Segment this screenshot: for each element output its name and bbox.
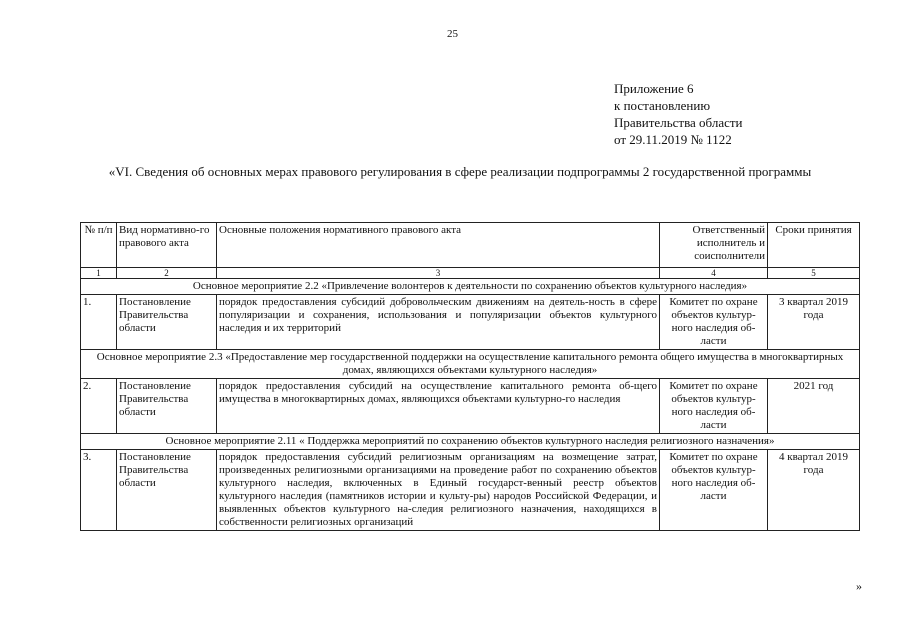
row-num: 1. bbox=[81, 295, 117, 350]
continuation-marker: » bbox=[856, 579, 862, 593]
column-number: 1 bbox=[81, 268, 117, 279]
section-title: Основное мероприятие 2.3 «Предоставление мер государственной поддержки на осуществление капитального ремонта общего имущества в многоквартирных домах, являющихся объектами культурного наследия» bbox=[81, 350, 860, 379]
table-header-row bbox=[81, 223, 860, 268]
row-act-type: Постановление Правительства области bbox=[117, 295, 217, 350]
row-responsible: Комитет по охране объектов культур-ного наследия об-ласти bbox=[660, 295, 768, 350]
appendix-line: к постановлению bbox=[614, 98, 711, 113]
column-number: 4 bbox=[660, 268, 768, 279]
appendix-line: Приложение 6 bbox=[614, 81, 694, 96]
appendix-line: от 29.11.2019 № 1122 bbox=[614, 132, 732, 147]
row-provisions: порядок предоставления субсидий религиозным организациям на возмещение затрат, произведенных религиозными организациями на проведение работ по сохранению объектов культурного наследия, включенных в Единый государст-венный реестр объектов культурного наследия (памятников истории и культу-ры) народов Российской Федерации, и выявленных объектов культурного на-следия религиозного назначения, находящихся в собственности религиозных организаций bbox=[217, 450, 660, 531]
row-num: 3. bbox=[81, 450, 117, 531]
row-responsible: Комитет по охране объектов культур-ного наследия об-ласти bbox=[660, 379, 768, 434]
row-terms: 4 квартал 2019 года bbox=[768, 450, 860, 531]
row-num: 2. bbox=[81, 379, 117, 434]
row-provisions: порядок предоставления субсидий добровольческим движениям на деятель-ность в сфере популяризации и сохранения, использования и популяризации объектов культурного наследия и их территорий bbox=[217, 295, 660, 350]
header-terms: Сроки принятия bbox=[768, 223, 860, 268]
column-number: 5 bbox=[768, 268, 860, 279]
row-responsible: Комитет по охране объектов культур-ного наследия об-ласти bbox=[660, 450, 768, 531]
section-row bbox=[81, 434, 860, 450]
row-act-type: Постановление Правительства области bbox=[117, 450, 217, 531]
table-row bbox=[81, 295, 860, 350]
section-title: Основное мероприятие 2.11 « Поддержка мероприятий по сохранению объектов культурного наследия религиозного назначения» bbox=[81, 434, 860, 450]
regulation-table bbox=[80, 222, 860, 531]
appendix-line: Правительства области bbox=[614, 115, 743, 130]
column-number-row bbox=[81, 268, 860, 279]
appendix-note bbox=[614, 80, 743, 148]
document-title: «VI. Сведения об основных мерах правового регулирования в сфере реализации подпрограммы 2 государственной программы bbox=[108, 164, 812, 179]
section-row bbox=[81, 279, 860, 295]
row-provisions: порядок предоставления субсидий на осуществление капитального ремонта об-щего имущества в многоквартирных домах, являющихся объектами культурно-го наследия bbox=[217, 379, 660, 434]
table-row bbox=[81, 379, 860, 434]
header-provisions: Основные положения нормативного правового акта bbox=[217, 223, 660, 268]
header-responsible: Ответственный исполнитель и соисполнители bbox=[660, 223, 768, 268]
column-number: 2 bbox=[117, 268, 217, 279]
page-number: 25 bbox=[447, 28, 458, 40]
column-number: 3 bbox=[217, 268, 660, 279]
section-title: Основное мероприятие 2.2 «Привлечение волонтеров к деятельности по сохранению объектов культурного наследия» bbox=[81, 279, 860, 295]
section-row bbox=[81, 350, 860, 379]
header-num: № п/п bbox=[81, 223, 117, 268]
row-act-type: Постановление Правительства области bbox=[117, 379, 217, 434]
table-row bbox=[81, 450, 860, 531]
header-act-type: Вид нормативно-го правового акта bbox=[117, 223, 217, 268]
row-terms: 3 квартал 2019 года bbox=[768, 295, 860, 350]
row-terms: 2021 год bbox=[768, 379, 860, 434]
